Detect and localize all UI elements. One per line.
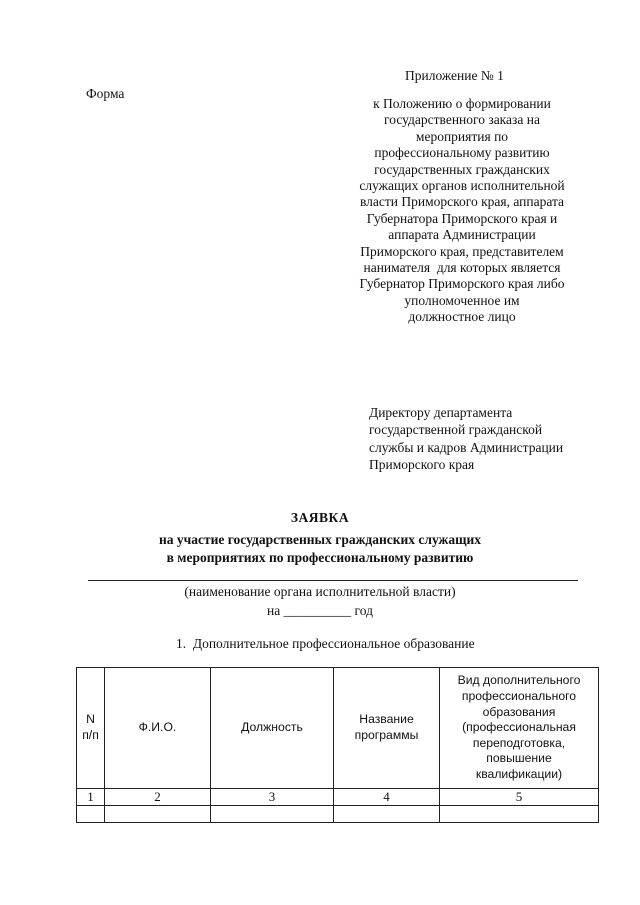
appendix-line: аппарата Администрации [388, 227, 536, 243]
table-cell[interactable] [440, 806, 599, 823]
document-subtitle [0, 531, 640, 567]
addressee-line: государственной гражданской [369, 422, 543, 438]
header-program-name: Название программы [334, 668, 440, 789]
table-cell[interactable] [211, 806, 334, 823]
table-cell[interactable] [105, 806, 211, 823]
organization-name-field[interactable] [88, 580, 578, 581]
header-education-type: Вид дополнительного профессионального образования (профессиональная переподготовка, повышение квалификации) [440, 668, 599, 789]
appendix-line: государственного заказа на [384, 112, 540, 128]
appendix-line: к Положению о формировании [373, 96, 551, 111]
column-number: 2 [105, 789, 211, 806]
table-header-row [77, 668, 599, 789]
header-full-name: Ф.И.О. [105, 668, 211, 789]
year-field[interactable]: на __________ год [267, 603, 373, 618]
education-table [76, 667, 599, 823]
document-title: ЗАЯВКА [290, 510, 350, 525]
column-number-row [77, 789, 599, 806]
appendix-line: Губернатора Приморского края и [366, 210, 558, 226]
appendix-line: нанимателя для которых является [363, 260, 561, 276]
appendix-line: профессиональному развитию [374, 145, 550, 161]
column-number: 3 [211, 789, 334, 806]
appendix-line: власти Приморского края, аппарата [359, 194, 565, 210]
form-label: Форма [86, 86, 125, 101]
appendix-line: мероприятия по [415, 128, 509, 144]
table-cell[interactable] [334, 806, 440, 823]
header-number: N п/п [77, 668, 105, 789]
table-row[interactable] [77, 806, 599, 823]
addressee-line: службы и кадров Администрации [369, 439, 564, 455]
subtitle-line: в мероприятиях по профессиональному развитию [166, 550, 474, 565]
addressee-line: Директору департамента [369, 405, 513, 420]
table-cell[interactable] [77, 806, 105, 823]
appendix-line: государственных гражданских [374, 161, 550, 177]
column-number: 4 [334, 789, 440, 806]
section-heading: 1. Дополнительное профессиональное образование [176, 636, 475, 651]
header-position: Должность [211, 668, 334, 789]
appendix-line: служащих органов исполнительной [359, 178, 565, 194]
subtitle-line: на участие государственных гражданских служащих [158, 532, 482, 547]
organization-name-caption: (наименование органа исполнительной власти) [184, 584, 456, 599]
appendix-line: уполномоченное им [404, 292, 520, 308]
column-number: 5 [440, 789, 599, 806]
column-number: 1 [77, 789, 105, 806]
addressee-block [369, 404, 563, 474]
appendix-title: Приложение № 1 [405, 68, 504, 83]
appendix-line: должностное лицо [408, 309, 516, 325]
appendix-line: Губернатор Приморского края либо [359, 276, 565, 292]
addressee-line: Приморского края [369, 457, 475, 473]
appendix-description [330, 96, 594, 326]
appendix-line: Приморского края, представителем [360, 243, 564, 259]
